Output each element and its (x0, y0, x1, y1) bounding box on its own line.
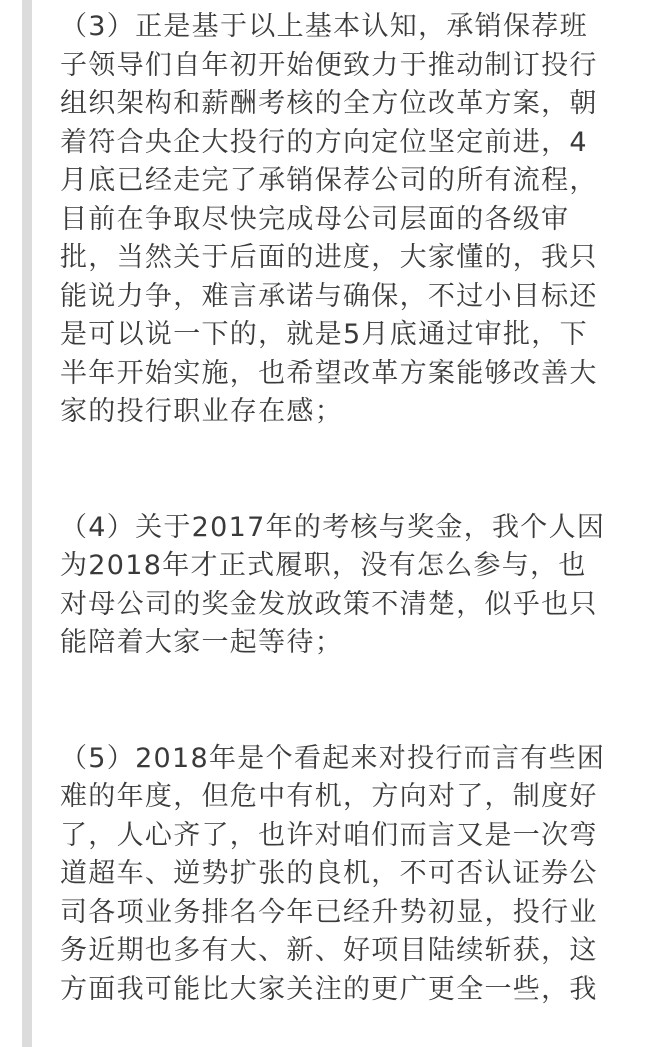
text-line: 是可以说一下的，就是5月底通过审批，下 (60, 319, 588, 350)
text-line: 半年开始实施，也希望改革方案能够改善大 (60, 357, 598, 389)
text-line: 对母公司的奖金发放政策不清楚，似乎也只 (60, 588, 598, 620)
text-line: （3）正是基于以上基本认知，承销保荐班 (60, 11, 588, 42)
text-line: 方面我可能比大家关注的更广更全一些，我 (60, 973, 598, 1005)
text-line: 道超车、逆势扩张的良机，不可否认证券公 (60, 858, 598, 889)
text-line: 批，当然关于后面的进度，大家懂的，我只 (60, 242, 598, 273)
text-line: （5）2018年是个看起来对投行而言有些困 (60, 742, 606, 774)
article-body (60, 8, 630, 1009)
text-line: 目前在争取尽快完成母公司层面的各级审 (60, 203, 570, 235)
text-line: 着符合央企大投行的方向定位坚定前进，4 (60, 126, 588, 158)
text-line: 家的投行职业存在感； (60, 396, 343, 427)
paragraph-3 (60, 8, 630, 432)
text-line: （4）关于2017年的考核与奖金，我个人因 (60, 511, 606, 543)
quote-bar (22, 0, 32, 1047)
paragraph-spacer (60, 432, 630, 509)
text-line: 月底已经走完了承销保荐公司的所有流程， (60, 165, 598, 196)
text-line: 能说力争，难言承诺与确保，不过小目标还 (60, 280, 598, 312)
paragraph-4 (60, 509, 630, 663)
paragraph-5 (60, 740, 630, 1010)
text-line: 了，人心齐了，也许对咱们而言又是一次弯 (60, 819, 598, 851)
text-line: 为2018年才正式履职，没有怎么参与，也 (60, 550, 587, 581)
text-line: 司各项业务排名今年已经升势初显，投行业 (60, 896, 598, 928)
paragraph-spacer (60, 663, 630, 740)
text-line: 子领导们自年初开始便致力于推动制订投行 (60, 49, 598, 81)
text-line: 务近期也多有大、新、好项目陆续斩获，这 (60, 935, 598, 966)
text-line: 能陪着大家一起等待； (60, 627, 343, 658)
text-line: 组织架构和薪酬考核的全方位改革方案，朝 (60, 88, 598, 119)
text-line: 难的年度，但危中有机，方向对了，制度好 (60, 781, 598, 812)
